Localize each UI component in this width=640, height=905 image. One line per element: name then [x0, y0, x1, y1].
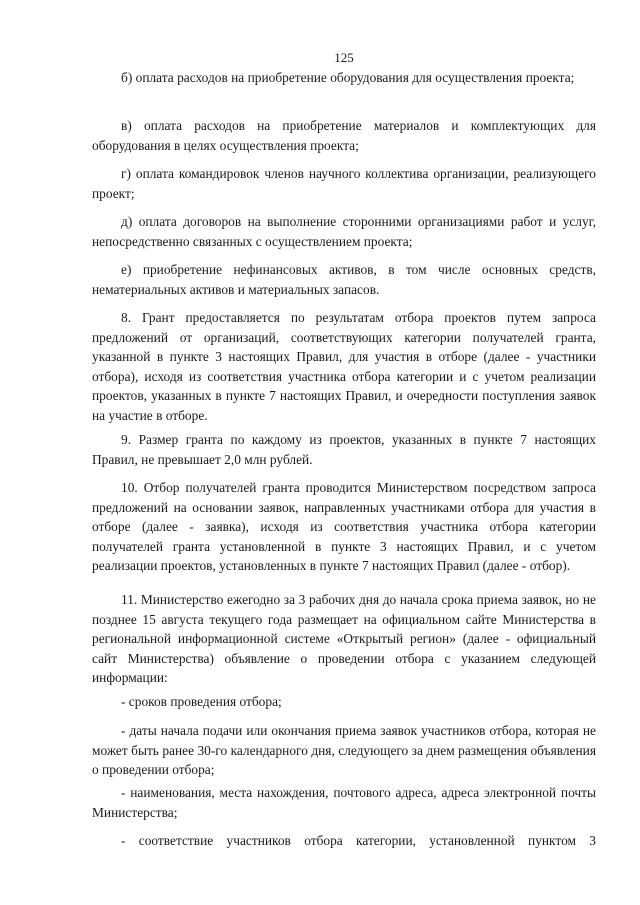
paragraph-v-materials: в) оплата расходов на приобретение материалов и комплектующих для оборудования в целях осуществления проекта;	[92, 118, 596, 153]
page-number: 125	[334, 50, 354, 65]
paragraph-e-assets: е) приобретение нефинансовых активов, в том числе основных средств, нематериальных активов и материальных запасов.	[92, 262, 596, 297]
paragraph-8-grant-selection: 8. Грант предоставляется по результатам отбора проектов путем запроса предложений от организаций, соответствующих категории получателей гранта, указанной в пункте 3 настоящих Правил, для участия в отборе (далее - участники отбора), исходя из соответствия участника отбора категории и с учетом реализации проектов, указанных в пункте 7 настоящих Правил, и очередности поступления заявок на участие в отборе.	[92, 310, 596, 423]
list-item-selection-dates: - сроков проведения отбора;	[121, 694, 282, 709]
list-item-application-dates: - даты начала подачи или окончания приема заявок участников отбора, которая не может быть ранее 30-го календарного дня, следующего за днем размещения объявления о проведении отбора;	[92, 723, 596, 777]
paragraph-b-equipment: б) оплата расходов на приобретение оборудования для осуществления проекта;	[121, 70, 575, 85]
paragraph-g-travel: г) оплата командировок членов научного коллектива организации, реализующего проект;	[92, 166, 596, 201]
paragraph-9-grant-amount: 9. Размер гранта по каждому из проектов, указанных в пункте 7 настоящих Правил, не превышает 2,0 млн рублей.	[92, 432, 596, 467]
document-page	[92, 0, 596, 905]
paragraph-11-announcement: 11. Министерство ежегодно за 3 рабочих дня до начала срока приема заявок, но не позднее 15 августа текущего года размещает на официальном сайте Министерства в региональной информационной системе «Открытый регион» (далее - официальный сайт Министерства) объявление о проведении отбора с указанием следующей информации:	[92, 592, 596, 685]
list-item-ministry-contacts: - наименования, места нахождения, почтового адреса, адреса электронной почты Министерства;	[92, 785, 596, 820]
paragraph-d-contracts: д) оплата договоров на выполнение сторонними организациями работ и услуг, непосредственно связанных с осуществлением проекта;	[92, 214, 596, 249]
list-item-participant-category: - соответствие участников отбора категории, установленной пунктом 3	[121, 833, 596, 848]
paragraph-10-selection-procedure: 10. Отбор получателей гранта проводится Министерством посредством запроса предложений на основании заявок, направленных участниками отбора для участия в отборе (далее - заявка), исходя из соответствия участника отбора категории получателей гранта установленной в пункте 3 настоящих Правил, и с учетом реализации проектов, установленных в пункте 7 настоящих Правил (далее - отбор).	[92, 480, 596, 573]
